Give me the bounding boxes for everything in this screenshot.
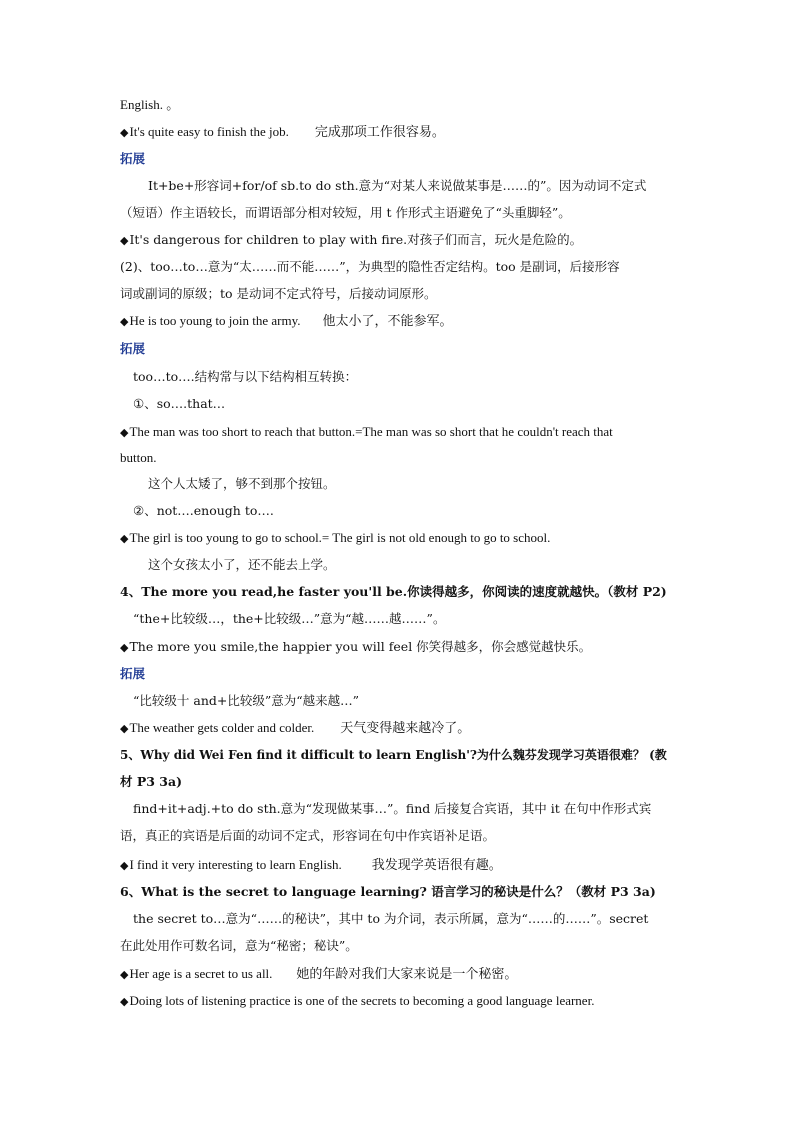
section-heading-expand <box>120 666 675 682</box>
text-line <box>120 450 675 466</box>
line-text: 这个女孩太小了，还不能去上学。 <box>148 557 336 572</box>
line-text: 这个人太矮了，够不到那个按钮。 <box>148 476 336 491</box>
heading-text: 6、What is the secret to language learning? 语言学习的秘诀是什么？（教材 P3 3a) <box>120 884 656 899</box>
numbered-heading-cont <box>120 774 675 790</box>
text-line <box>120 205 675 221</box>
example-sentence <box>120 857 675 874</box>
text-line <box>133 693 675 709</box>
example-text: The more you smile,the happier you will feel 你笑得越多，你会感觉越快乐。 <box>129 639 592 654</box>
example-sentence <box>120 124 675 141</box>
line-text: too…to….结构常与以下结构相互转换： <box>133 369 358 384</box>
heading-text: 材 P3 3a) <box>120 774 183 789</box>
heading-text: 5、Why did Wei Fen find it difficult to learn English'?为什么魏芬发现学习英语很难？ (教 <box>120 748 667 762</box>
line-text: It+be+形容词+for/of sb.to do sth.意为“对某人来说做某事是……的”。因为动词不定式 <box>148 178 647 193</box>
example-chinese: 我发现学英语很有趣。 <box>371 857 502 872</box>
example-english: He is too young to join the army. <box>129 313 301 328</box>
diamond-bullet-icon: ◆ <box>120 126 129 139</box>
text-line <box>120 286 675 302</box>
diamond-bullet-icon: ◆ <box>120 859 129 872</box>
line-text: 语，真正的宾语是后面的动词不定式，形容词在句中作宾语补足语。 <box>120 828 496 843</box>
example-sentence <box>120 530 675 547</box>
text-line <box>133 396 675 412</box>
diamond-bullet-icon: ◆ <box>120 315 129 328</box>
diamond-bullet-icon: ◆ <box>120 968 129 981</box>
diamond-bullet-icon: ◆ <box>120 426 129 439</box>
text-line <box>148 476 675 492</box>
example-sentence <box>120 966 675 983</box>
diamond-bullet-icon: ◆ <box>120 722 129 735</box>
line-text: ①、so….that… <box>133 396 226 411</box>
line-text: “比较级十 and+比较级”意为“越来越…” <box>133 693 360 708</box>
diamond-bullet-icon: ◆ <box>120 532 129 545</box>
example-sentence <box>120 993 675 1010</box>
example-english: The weather gets colder and colder. <box>129 720 315 735</box>
line-text: find+it+adj.+to do sth.意为“发现做某事…”。find 后接复合宾语，其中 it 在句中作形式宾 <box>133 801 652 816</box>
example-text: It's dangerous for children to play with fire.对孩子们而言，玩火是危险的。 <box>129 232 583 247</box>
numbered-heading <box>120 747 675 763</box>
example-sentence <box>120 424 675 441</box>
text-line <box>148 178 675 194</box>
text-line <box>133 503 675 519</box>
text-line <box>148 557 675 573</box>
heading-text: 4、The more you read,he faster you'll be.你读得越多，你阅读的速度就越快。（教材 P2) <box>120 584 667 599</box>
example-text: The man was too short to reach that button.=The man was so short that he couldn't reach that <box>129 424 613 439</box>
text-line <box>120 938 675 954</box>
text-line <box>120 828 675 844</box>
example-text: The girl is too young to go to school.= The girl is not old enough to go to school. <box>129 530 551 545</box>
example-sentence <box>120 639 675 656</box>
example-english: Her age is a secret to us all. <box>129 966 273 981</box>
line-text: the secret to…意为“……的秘诀”，其中 to 为介词，表示所属，意为“……的……”。secret <box>133 911 649 926</box>
line-text: ②、not….enough to…. <box>133 503 274 518</box>
line-text: English. 。 <box>120 97 180 112</box>
example-sentence <box>120 313 675 330</box>
example-sentence <box>120 720 675 737</box>
text-line <box>133 911 675 927</box>
numbered-heading <box>120 884 675 900</box>
line-text: 词或副词的原级；to 是动词不定式符号，后接动词原形。 <box>120 286 437 301</box>
example-english: It's quite easy to finish the job. <box>129 124 289 139</box>
text-line <box>120 97 675 113</box>
example-chinese: 完成那项工作很容易。 <box>314 124 445 139</box>
example-chinese: 她的年龄对我们大家来说是一个秘密。 <box>296 966 518 981</box>
diamond-bullet-icon: ◆ <box>120 995 129 1008</box>
line-text: “the+比较级…，the+比较级…”意为“越……越……”。 <box>133 611 446 626</box>
text-line <box>133 801 675 817</box>
text-line <box>133 369 675 385</box>
section-heading-expand <box>120 151 675 167</box>
line-text: button. <box>120 450 157 465</box>
line-text: （短语）作主语较长，而谓语部分相对较短，用 t 作形式主语避免了“头重脚轻”。 <box>120 205 571 220</box>
heading-text: 拓展 <box>120 151 146 166</box>
example-chinese: 天气变得越来越冷了。 <box>340 720 471 735</box>
example-english: I find it very interesting to learn English. <box>129 857 342 872</box>
example-chinese: 他太小了，不能参军。 <box>322 313 453 328</box>
diamond-bullet-icon: ◆ <box>120 641 129 654</box>
text-line <box>133 611 675 627</box>
section-heading-expand <box>120 341 675 357</box>
example-text: Doing lots of listening practice is one of the secrets to becoming a good language learner. <box>129 993 595 1008</box>
line-text: (2)、too…to…意为“太……而不能……”，为典型的隐性否定结构。too 是副词，后接形容 <box>120 259 620 274</box>
numbered-heading <box>120 584 675 600</box>
example-sentence <box>120 232 675 249</box>
line-text: 在此处用作可数名词，意为“秘密；秘诀”。 <box>120 938 358 953</box>
diamond-bullet-icon: ◆ <box>120 234 129 247</box>
heading-text: 拓展 <box>120 341 146 356</box>
heading-text: 拓展 <box>120 666 146 681</box>
text-line <box>120 259 675 275</box>
